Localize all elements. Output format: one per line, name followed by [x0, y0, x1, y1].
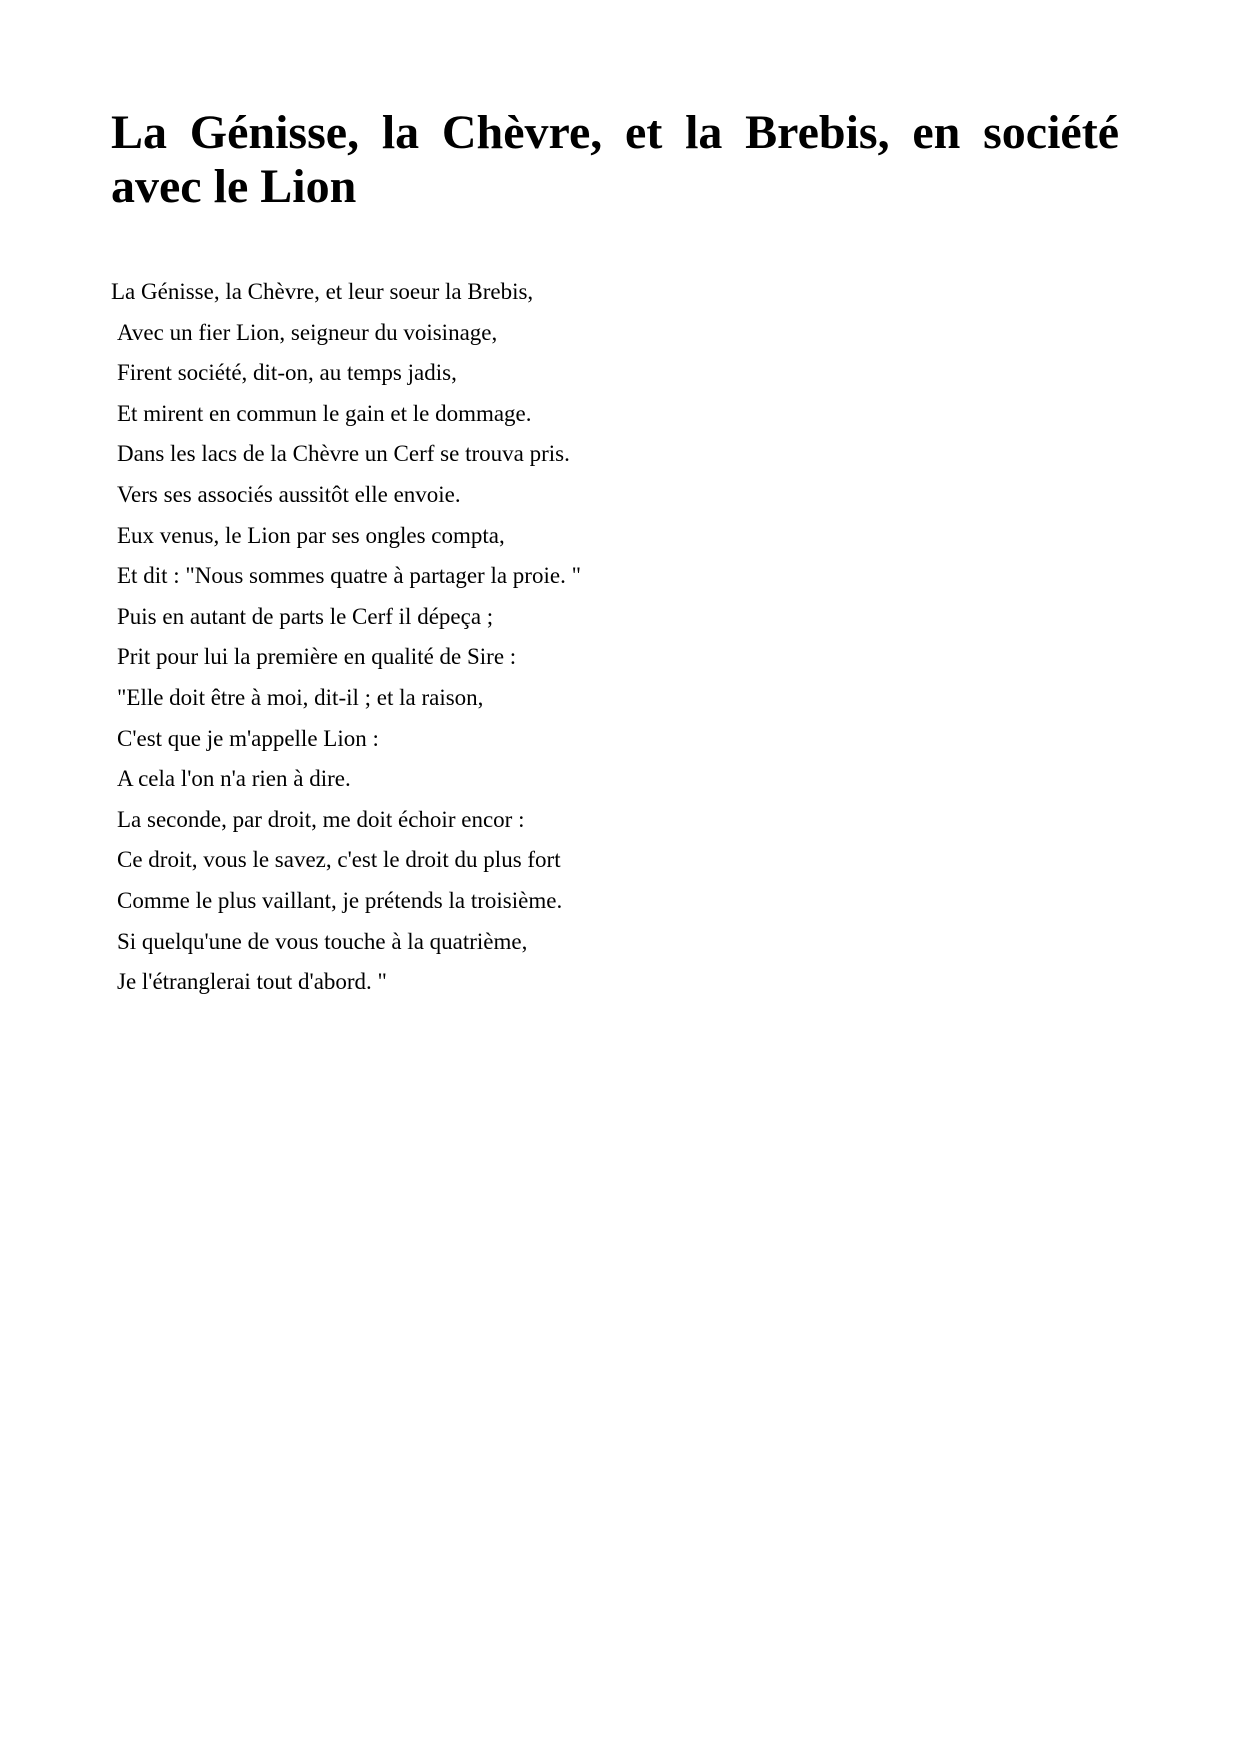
poem-line: C'est que je m'appelle Lion : [117, 725, 379, 751]
poem-line: Firent société, dit-on, au temps jadis, [117, 360, 457, 386]
poem-line: La seconde, par droit, me doit échoir encor : [117, 806, 525, 832]
poem-body [111, 272, 1011, 1003]
poem-line: La Génisse, la Chèvre, et leur soeur la Brebis, [111, 279, 534, 304]
poem-line: Avec un fier Lion, seigneur du voisinage, [117, 319, 498, 345]
poem-line: Ce droit, vous le savez, c'est le droit du plus fort [117, 847, 561, 873]
poem-line: Vers ses associés aussitôt elle envoie. [117, 481, 461, 507]
poem-line: A cela l'on n'a rien à dire. [117, 766, 351, 792]
poem-line: Dans les lacs de la Chèvre un Cerf se trouva pris. [117, 441, 570, 467]
poem-line: "Elle doit être à moi, dit-il ; et la raison, [117, 684, 484, 710]
poem-line: Comme le plus vaillant, je prétends la troisième. [117, 887, 563, 913]
poem-line: Et dit : "Nous sommes quatre à partager la proie. " [117, 563, 581, 589]
poem-line: Je l'étranglerai tout d'abord. " [117, 969, 387, 995]
poem-line: Eux venus, le Lion par ses ongles compta, [117, 522, 505, 548]
poem-line: Puis en autant de parts le Cerf il dépeça ; [117, 603, 494, 629]
poem-line: Prit pour lui la première en qualité de Sire : [117, 644, 517, 670]
poem-line: Et mirent en commun le gain et le dommage. [117, 400, 532, 426]
poem-line: Si quelqu'une de vous touche à la quatrième, [117, 928, 528, 954]
page-title: La Génisse, la Chèvre, et la Brebis, en société avec le Lion [111, 106, 1119, 213]
